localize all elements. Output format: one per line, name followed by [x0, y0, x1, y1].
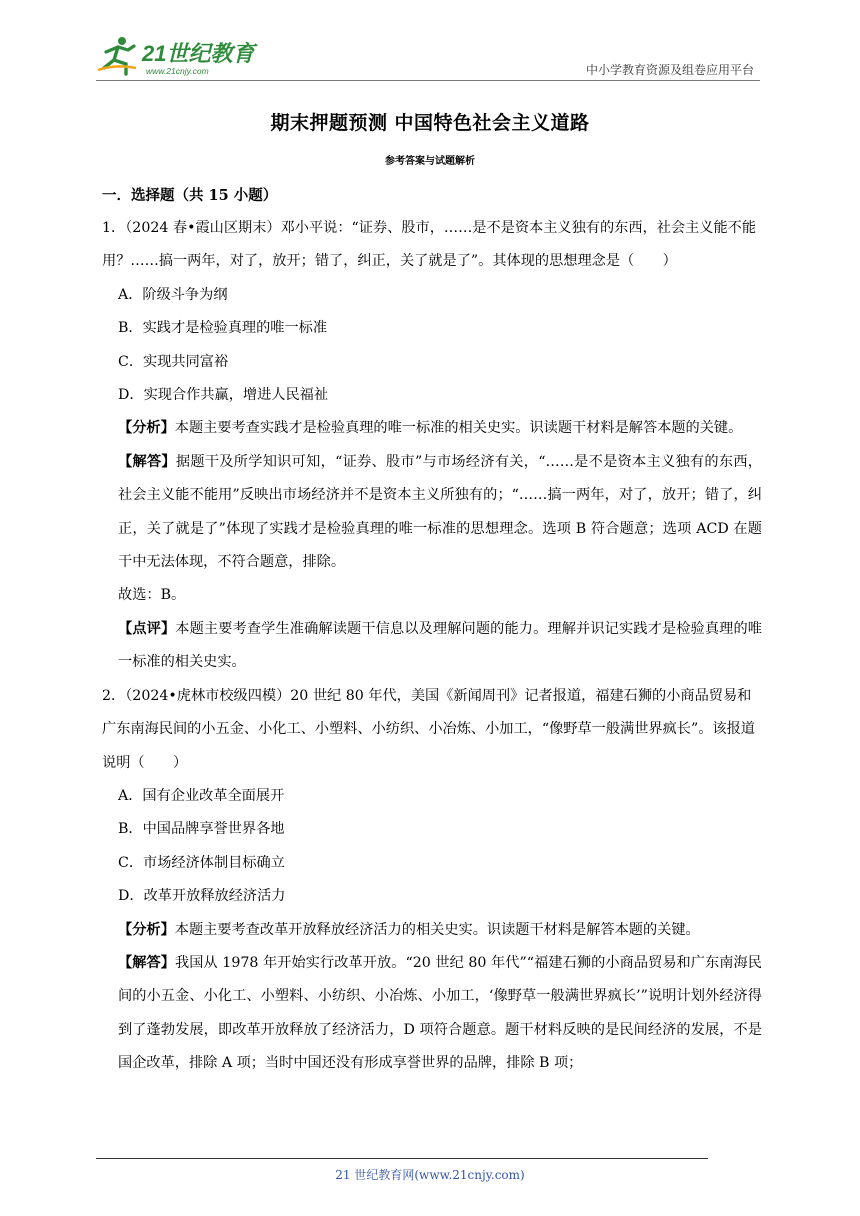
analysis	[102, 914, 762, 947]
platform-name: 中小学教育资源及组卷应用平台	[585, 63, 754, 77]
analysis-text: 本题主要考查改革开放释放经济活力的相关史实。识读题干材料是解答本题的关键。	[174, 921, 700, 938]
analysis	[102, 412, 762, 445]
footer-divider	[96, 1158, 708, 1159]
comment-tag: 【点评】	[118, 620, 176, 637]
answer	[102, 947, 762, 1081]
option-d: D．实现合作共赢，增进人民福祉	[118, 387, 329, 404]
question-stem: 2．（2024•虎林市校级四模）20 世纪 80 年代，美国《新闻周刊》记者报道，福建石狮的小商品贸易和广东南海民间的小五金、小化工、小塑料、小纺织、小冶炼、小加工，“像野草一般满世界疯长”。该报道说明（ ）	[102, 687, 755, 771]
page-title: 期末押题预测 中国特色社会主义道路	[270, 112, 590, 134]
question-stem: 1．（2024 春•霞山区期末）邓小平说：“证券、股市，……是不是资本主义独有的东西，社会主义能不能用？……搞一两年，对了，放开；错了，纠正，关了就是了”。其体现的思想理念是（ ）	[102, 220, 757, 270]
option-a: A．阶级斗争为纲	[118, 286, 228, 303]
answer	[102, 446, 762, 580]
page-subtitle: 参考答案与试题解析	[385, 156, 475, 167]
page-header	[96, 34, 760, 80]
comment	[102, 613, 762, 680]
option-c: C．实现共同富裕	[118, 353, 229, 370]
question-1	[102, 212, 762, 680]
answer-text: 据题干及所学知识可知，“证券、股市”与市场经济有关，“……是不是资本主义独有的东西，社会主义能不能用”反映出市场经济并不是资本主义所独有的；“……搞一两年，对了，放开；错了，纠正，关了就是了”体现了实践才是检验真理的唯一标准的思想理念。选项 B 符合题意；选项 ACD 在题干中无法体现，不符合题意，排除。	[118, 453, 762, 571]
comment-text: 本题主要考查学生准确解读题干信息以及理解问题的能力。理解并识记实践才是检验真理的唯一标准的相关史实。	[118, 620, 762, 671]
answer-tag: 【解答】	[118, 954, 175, 971]
analysis-tag: 【分析】	[118, 921, 175, 938]
question-2	[102, 680, 762, 1081]
option-b: B．实践才是检验真理的唯一标准	[118, 320, 328, 337]
answer-text: 我国从 1978 年开始实行改革开放。“20 世纪 80 年代”“福建石狮的小商品贸易和广东南海民间的小五金、小化工、小塑料、小纺织、小冶炼、小加工，‘像野草一般满世界疯长’”说明计划外经济得到了蓬勃发展，即改革开放释放了经济活力，D 项符合题意。题干材料反映的是民间经济的发展，不是国企改革，排除 A 项；当时中国还没有形成享誉世界的品牌，排除 B 项；	[118, 954, 762, 1072]
analysis-text: 本题主要考查实践才是检验真理的唯一标准的相关史实。识读题干材料是解答本题的关键。	[174, 420, 743, 437]
header-divider	[96, 80, 760, 81]
analysis-tag: 【分析】	[118, 420, 175, 437]
option-c: C．市场经济体制目标确立	[118, 854, 285, 871]
option-a: A．国有企业改革全面展开	[118, 787, 285, 804]
logo-21cnjy	[96, 34, 266, 78]
footer-link[interactable]: 21 世纪教育网(www.21cnjy.com)	[335, 1168, 525, 1182]
question-list	[102, 212, 762, 1081]
svg-text:www.21cnjy.com: www.21cnjy.com	[146, 66, 209, 76]
option-b: B．中国品牌享誉世界各地	[118, 821, 285, 838]
answer-tag: 【解答】	[118, 453, 176, 470]
section-heading: 一．选择题（共 15 小题）	[102, 187, 278, 204]
option-d: D．改革开放释放经济活力	[118, 888, 286, 905]
svg-text:21世纪教育: 21世纪教育	[142, 41, 255, 66]
choice: 故选：B。	[118, 587, 186, 604]
